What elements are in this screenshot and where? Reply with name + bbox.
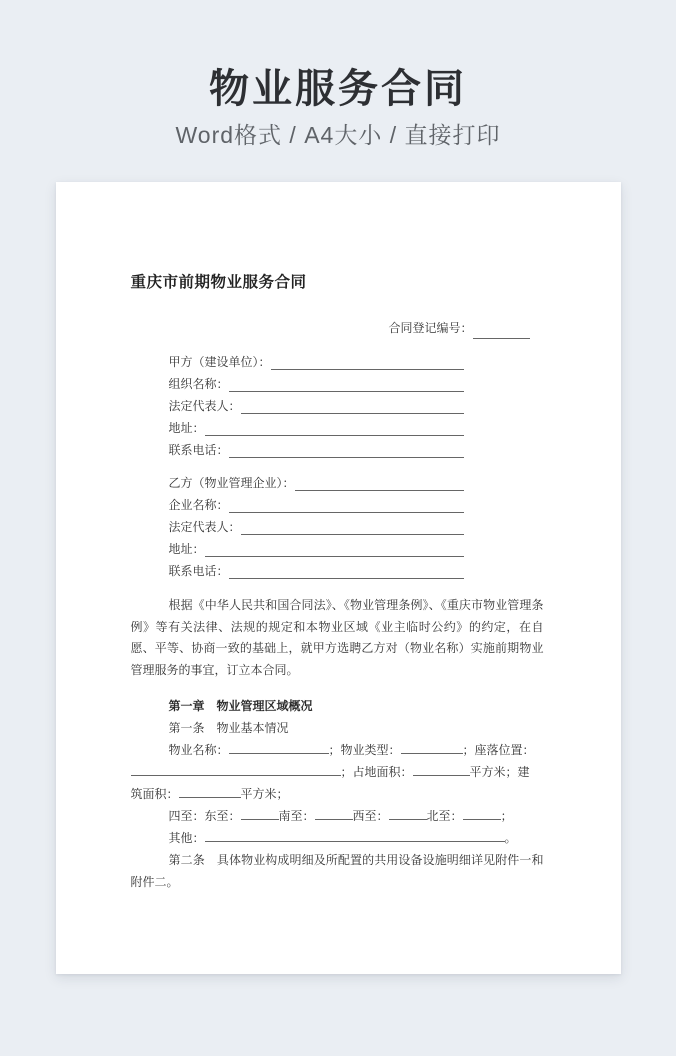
land-area-label: ；占地面积： <box>340 764 413 779</box>
legal-rep-a-blank <box>241 400 464 414</box>
phone-b-label: 联系电话： <box>168 564 229 578</box>
location-blank <box>131 762 341 776</box>
article2-paragraph: 第二条 具体物业构成明细及所配置的共用设备设施明细详见附件一和附件二。 <box>130 852 544 889</box>
property-type-label: ；物业类型： <box>328 742 401 757</box>
party-b-label: 乙方（物业管理企业）： <box>168 476 295 490</box>
registration-number-row <box>131 317 544 339</box>
address-b-blank <box>205 543 464 557</box>
address-b-label: 地址： <box>168 542 205 556</box>
chapter1-heading: 第一章 物业管理区域概况 <box>168 698 313 713</box>
company-name-blank <box>229 499 464 513</box>
registration-number-label: 合同登记编号： <box>388 321 473 335</box>
party-a-blank <box>271 356 464 370</box>
phone-b-blank <box>229 565 464 579</box>
basic-info-line1 <box>131 739 544 761</box>
location-label: ；座落位置： <box>462 742 535 757</box>
field-row-party-b <box>169 472 464 494</box>
party-a-label: 甲方（建设单位）： <box>168 355 271 369</box>
party-b-blank <box>295 477 464 491</box>
legal-rep-a-label: 法定代表人： <box>168 399 241 413</box>
building-area-blank <box>179 784 241 798</box>
org-name-blank <box>229 378 464 392</box>
party-a-section <box>131 351 544 461</box>
field-row-legal-rep-b <box>169 516 464 538</box>
other-label: 其他： <box>168 830 205 845</box>
address-a-label: 地址： <box>168 421 205 435</box>
basic-info-line4 <box>131 805 544 827</box>
page-header <box>0 0 676 148</box>
boundary-east-label: 四至：东至： <box>168 808 241 823</box>
boundary-north-label: 北至： <box>426 808 463 823</box>
field-row-phone-b <box>169 560 464 582</box>
contract-title: 重庆市前期物业服务合同 <box>130 274 307 291</box>
building-area-label: 筑面积： <box>130 786 179 801</box>
building-area-unit: 平方米； <box>240 786 289 801</box>
boundary-end-punct: ； <box>500 808 513 823</box>
field-row-company-name <box>169 494 464 516</box>
property-name-label: 物业名称： <box>168 742 229 757</box>
boundary-north-blank <box>463 806 501 820</box>
phone-a-blank <box>229 444 464 458</box>
document-sheet <box>56 182 621 974</box>
property-type-blank <box>401 740 463 754</box>
legal-rep-b-blank <box>241 521 464 535</box>
company-name-label: 企业名称： <box>168 498 229 512</box>
article1-heading: 第一条 物业基本情况 <box>168 720 289 735</box>
field-row-org-name <box>169 373 464 395</box>
boundary-west-blank <box>389 806 427 820</box>
field-row-address-b <box>169 538 464 560</box>
page-subtitle: Word格式 / A4大小 / 直接打印 <box>175 122 501 148</box>
boundary-south-blank <box>315 806 353 820</box>
field-row-phone-a <box>169 439 464 461</box>
boundary-south-label: 南至： <box>278 808 315 823</box>
org-name-label: 组织名称： <box>168 377 229 391</box>
page-title: 物业服务合同 <box>209 67 467 111</box>
other-blank <box>205 828 505 842</box>
boundary-east-blank <box>241 806 279 820</box>
field-row-legal-rep-a <box>169 395 464 417</box>
phone-a-label: 联系电话： <box>168 443 229 457</box>
basic-info-line3 <box>131 783 544 805</box>
boundary-west-label: 西至： <box>352 808 389 823</box>
other-end-punct: 。 <box>504 830 517 845</box>
registration-number-blank <box>473 325 530 339</box>
address-a-blank <box>205 422 464 436</box>
property-name-blank <box>229 740 329 754</box>
preamble-paragraph: 根据《中华人民共和国合同法》、《物业管理条例》、《重庆市物业管理条例》等有关法律、法规的规定和本物业区域《业主临时公约》的约定，在自愿、平等、协商一致的基础上，就甲方选聘乙方对（物业名称）实施前期物业管理服务的事宜，订立本合同。 <box>130 598 544 678</box>
basic-info-line5 <box>131 827 544 849</box>
field-row-address-a <box>169 417 464 439</box>
field-row-party-a <box>169 351 464 373</box>
basic-info-line2 <box>131 761 544 783</box>
party-b-section <box>131 472 544 582</box>
legal-rep-b-label: 法定代表人： <box>168 520 241 534</box>
land-area-blank <box>413 762 470 776</box>
land-area-unit: 平方米；建 <box>469 764 530 779</box>
